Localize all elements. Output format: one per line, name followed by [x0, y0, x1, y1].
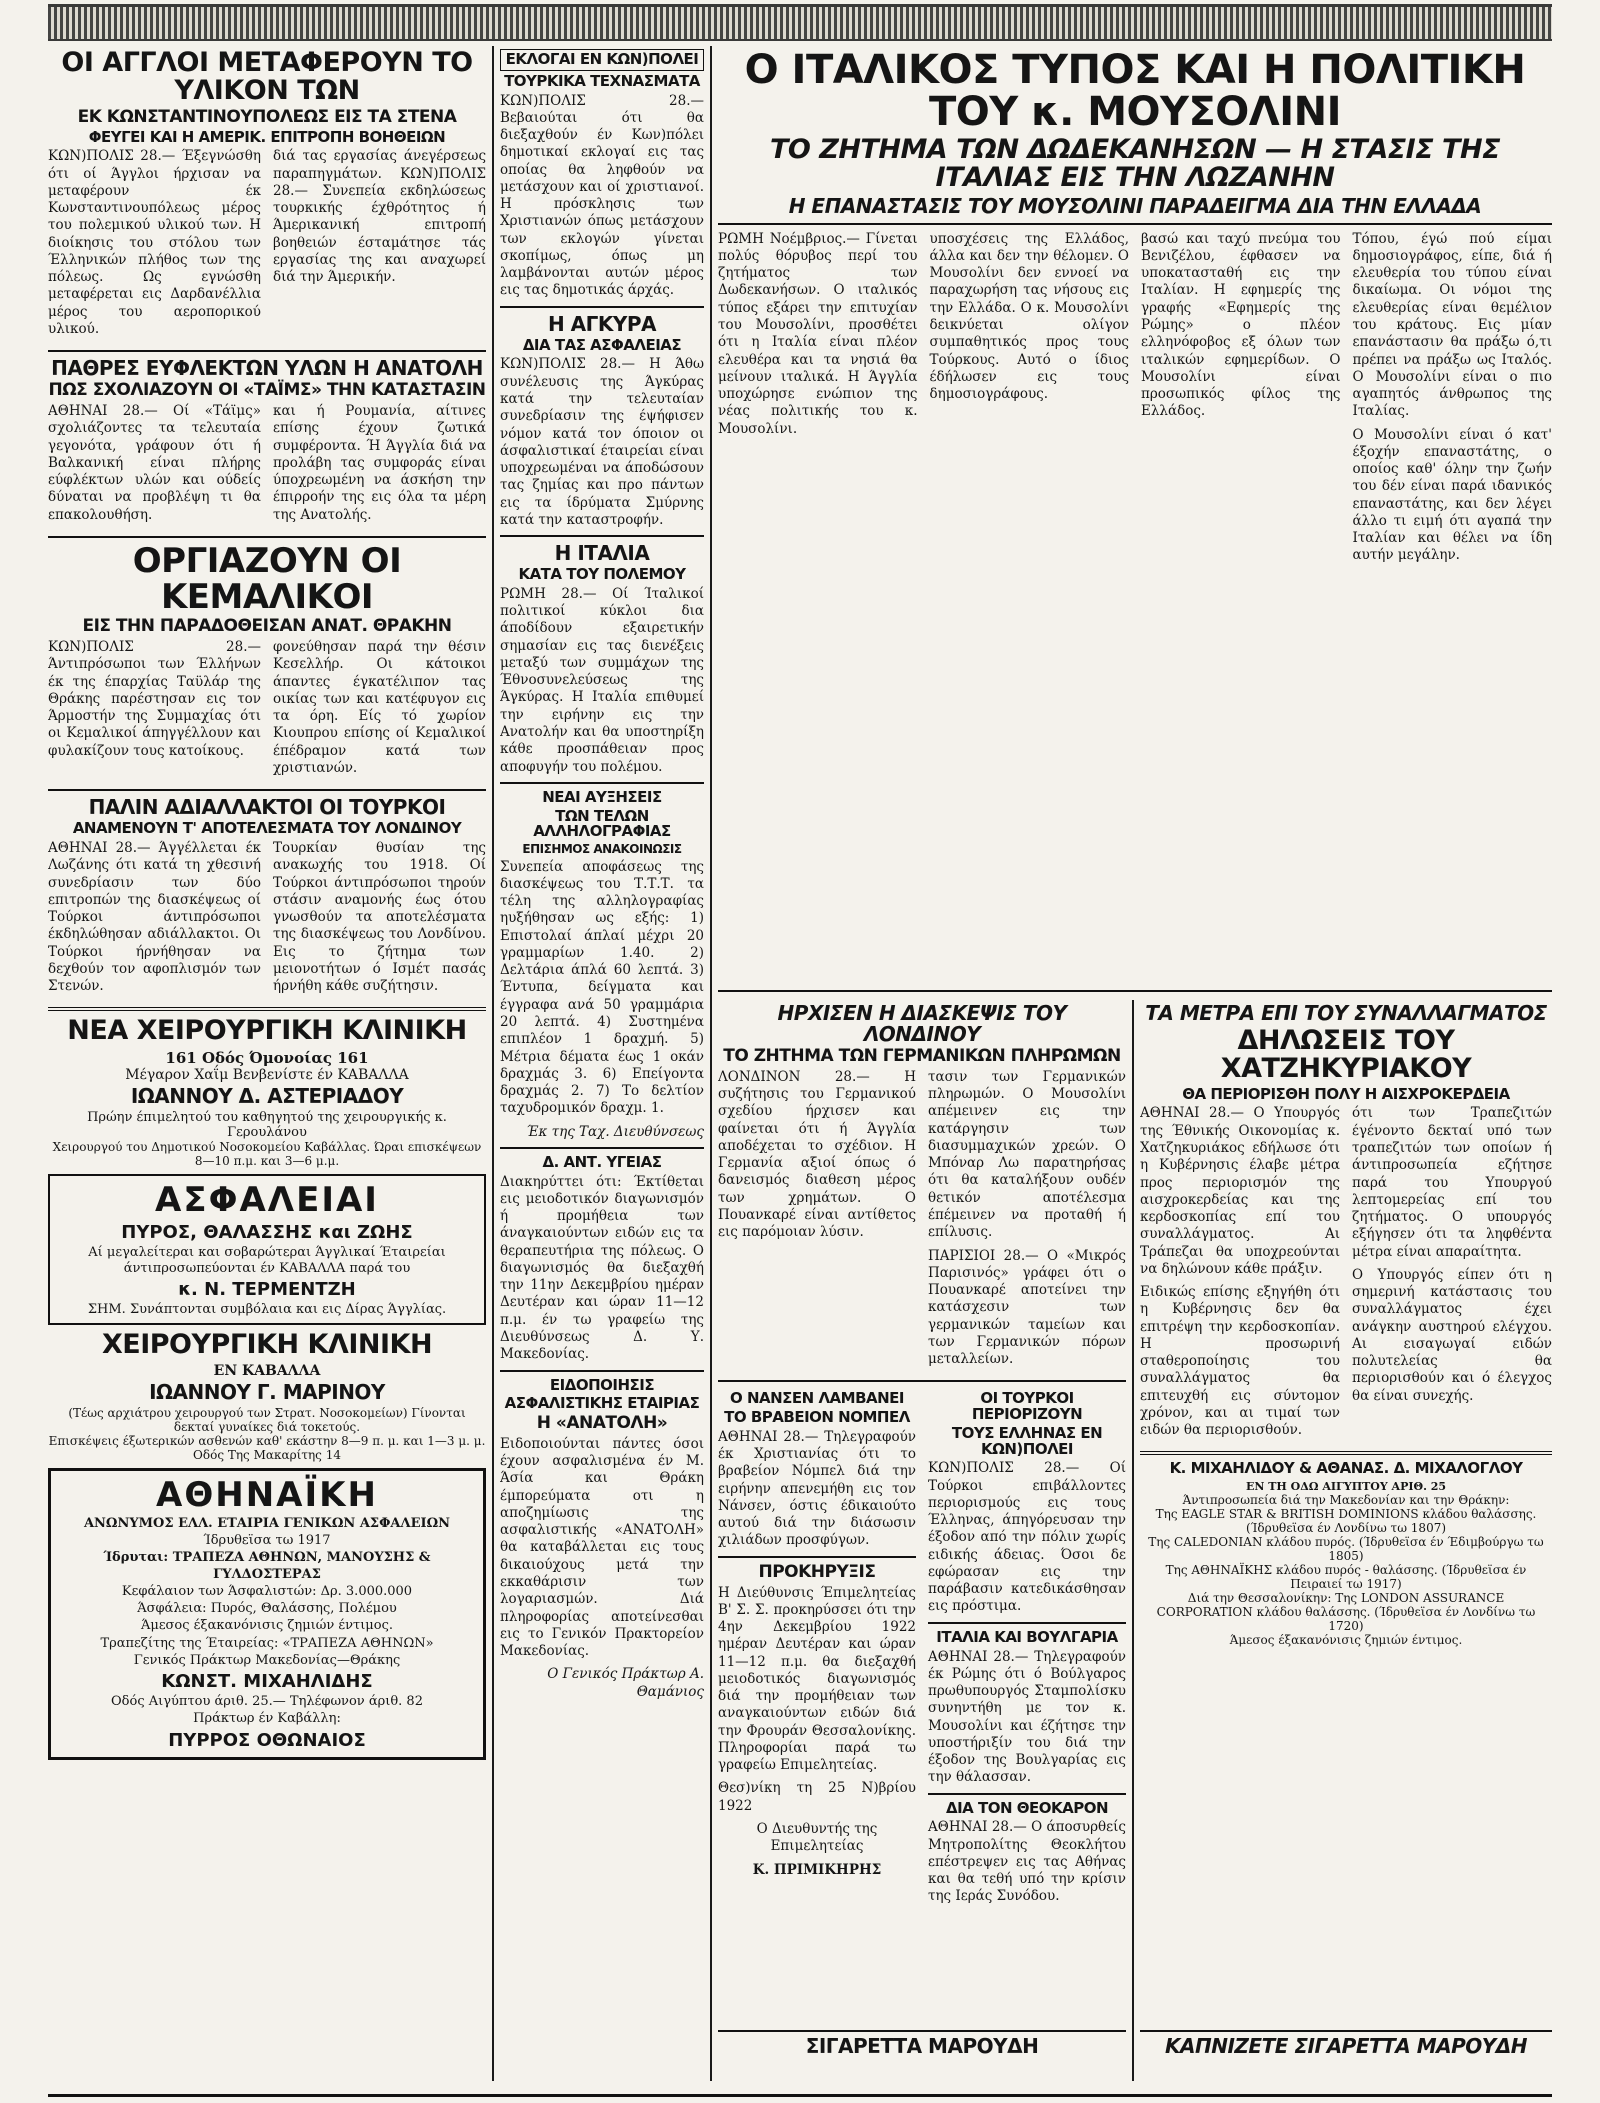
ad-clinic-asteriadou: ΝΕΑ ΧΕΙΡΟΥΡΓΙΚΗ ΚΛΙΝΙΚΗ 161 Οδός Όμονοίας 161 Μέγαρον Χαΐμ Βενβενίστε έν ΚΑΒΑΛΛΑ ΙΩΑΝΝΟΥ Δ. ΑΣΤΕΡΙΑΔΟΥ Πρώην έπιμελητού του καθηγητού της χειρουργικής κ. Γερουλάνου Χειρουργού του Δημοτικού Νοσοκομείου Καβάλλας. Ώραι επισκέψεων 8—10 π.μ. και 3—6 μ.μ.: [52, 1015, 482, 1168]
masthead-band: [48, 4, 1552, 41]
headline: ΟΙ ΑΓΓΛΟΙ ΜΕΤΑΦΕΡΟΥΝ ΤΟ ΥΛΙΚΟΝ ΤΩΝ: [61, 47, 473, 107]
subheadline: ΤΟ ΖΗΤΗΜΑ ΤΩΝ ΓΕΡΜΑΝΙΚΩΝ ΠΛΗΡΩΜΩΝ: [723, 1046, 1121, 1066]
headline: ΠΑΛΙΝ ΑΔΙΑΛΛΑΚΤΟΙ ΟΙ ΤΟΥΡΚΟΙ: [88, 795, 446, 820]
subheadline: ΔΙΑ ΤΑΣ ΑΣΦΑΛΕΙΑΣ: [522, 335, 682, 354]
article-date: Θεσ)νίκη τη 25 Ν)βρίου 1922: [718, 1780, 916, 1814]
subheadline: ΕΠΙΣΗΜΟΣ ΑΝΑΚΟΙΝΩΣΙΣ: [522, 842, 682, 857]
ad-footer: ΚΑΠΝΙΖΕΤΕ ΣΙΓΑΡΕΤΤΑ ΜΑΡΟΥΔΗ: [1140, 2030, 1552, 2057]
headline: Ο ΙΤΑΛΙΚΟΣ ΤΥΠΟΣ ΚΑΙ Η ΠΟΛΙΤΙΚΗ ΤΟΥ κ. ΜΟΥΣΟΛΙΝΙ: [744, 47, 1526, 135]
article-text: και ή Ρουμανία, αίτινες επίσης έχουν ζωτικά συμφέροντα. Ή Άγγλία διά να προλάβη τας συμφοράς είναι ύποχρεωμένη να άσκήση την έπιρροήν της εις όλα τα μέρη της Ανατολής.: [273, 403, 486, 523]
subheadline: ΕΙΣ ΤΗΝ ΠΑΡΑΔΟΘΕΙΣΑΝ ΑΝΑΤ. ΘΡΑΚΗΝ: [82, 616, 452, 637]
article-text: ότι των Τραπεζιτών έγένοντο δεκταί υπό των τραπεζιτών των οποίων ή άντιπροσωπεία εζήτησε παρά του Υπουργού λεπτομερείας επί του ζητήματος. Ο υπουργός εξήγησεν ότι τα ληφθέντα μέτρα είναι απαραίτητα.: [1352, 1105, 1552, 1260]
article-text: ΡΩΜΗ Νοέμβριος.— Γίνεται πολύς θόρυβος περί του ζητήματος των Δωδεκανήσων. Ο ιταλικός τύπος εξάρει την επιτυχίαν του Μουσολίνι, προσθέτει ότι η Ιταλία είναι πλέον ελευθέρα και τα νησιά θα μείνουν ιταλικά. Η Άγγλία υποχώρησε ενώπιον της νέας πολιτικής του κ. Μουσολίνι.: [718, 230, 918, 437]
article-text: ΑΘΗΝΑΙ 28.— Ο άποσυρθείς Μητροπολίτης Θεοκλήτου επέστρεψεν εις τας Αθήνας και θα τεθή υπό την κρίσιν της Ιεράς Συνόδου.: [928, 1819, 1126, 1905]
article-text: Ειδοποιούνται πάντες όσοι έχουν ασφαλισμένα έν Μ. Άσία και Θράκη έμπορεύματα οτι η αποζημίωσις της ασφαλιστικής «ΑΝΑΤΟΛΗ» θα καταβάλλεται εις τους δικαιούχους μετά την εκκαθάρισιν των λογαριασμών. Διά πληροφορίας αποτείνεσθαι εις το Γενικόν Πρακτορείον Μακεδονίας.: [500, 1435, 704, 1660]
subheadline: ΤΟΥΣ ΕΛΛΗΝΑΣ ΕΝ ΚΩΝ)ΠΟΛΕΙ: [951, 1423, 1103, 1458]
column-5: [1140, 1000, 1552, 2080]
subheadline: ΤΩΝ ΤΕΛΩΝ ΑΛΛΗΛΟΓΡΑΦΙΑΣ: [533, 806, 671, 841]
article-text: ΡΩΜΗ 28.— Οί Ίταλικοί πολιτικοί κύκλοι δια άποδίδουν εξαιρετικήν σημασίαν εις τας διενέξεις μεταξύ των συμμάχων της Έθνοσυνελεύσεως της Άγκύρας. Η Ιταλία επιθυμεί την ειρήνην εις την Ανατολήν και θα υποστηρίξη κάθε προσπάθειαν προς αποφυγήν του πολέμου.: [500, 585, 704, 775]
ad-insurance-termentzi: ΑΣΦΑΛΕΙΑΙ ΠΥΡΟΣ, ΘΑΛΑΣΣΗΣ και ΖΩΗΣ Αί μεγαλείτεραι και σοβαρώτεραι Άγγλικαί Έταιρείαι άντιπροσωπεύονται έν ΚΑΒΑΛΛΑ παρά του κ. Ν. ΤΕΡΜΕΝΤΖΗ ΣΗΜ. Συνάπτονται συμβόλαια και εις Δίρας Άγγλίας.: [48, 1174, 486, 1326]
column-1: [48, 46, 486, 1766]
headline: ΝΕΑΙ ΑΥΞΗΣΕΙΣ: [542, 787, 662, 806]
headline: ΕΚΛΟΓΑΙ ΕΝ ΚΩΝ)ΠΟΛΕΙ: [500, 49, 704, 71]
headline: ΟΙ ΤΟΥΡΚΟΙ ΠΕΡΙΟΡΙΖΟΥΝ: [971, 1389, 1083, 1424]
subheadline: ΤΟΥΡΚΙΚΑ ΤΕΧΝΑΣΜΑΤΑ: [504, 71, 700, 90]
headline: ΟΡΓΙΑΖΟΥΝ ΟΙ ΚΕΜΑΛΙΚΟΙ: [132, 540, 402, 617]
article-text: ΑΘΗΝΑΙ 28.— Τηλεγραφούν έκ Χριστιανίας ότι το βραβείον Νόμπελ διά την ειρήνην απενεμήθη εις τον Νάνσεν, όστις έδικαιούτο αυτού διά την διάσωσιν χιλιάδων προσφύγων.: [718, 1428, 916, 1549]
article-text: διά τας εργασίας άνεγέρσεως παραπηγμάτων. ΚΩΝ)ΠΟΛΙΣ 28.— Συνεπεία εκδηλώσεως τουρκικής έχθρότητος ή Άμερικανική επιτροπή βοηθειών έσταμάτησε τάς εργασίας της και αναχωρεί διά την Άμερικήν.: [273, 148, 486, 286]
subheadline: ΤΟ ΖΗΤΗΜΑ ΤΩΝ ΔΩΔΕΚΑΝΗΣΩΝ — Η ΣΤΑΣΙΣ ΤΗΣ ΙΤΑΛΙΑΣ ΕΙΣ ΤΗΝ ΛΩΖΑΝΗΝ: [769, 134, 1501, 194]
signature: Κ. ΠΡΙΜΙΚΗΡΗΣ: [752, 1861, 882, 1878]
headline: ΗΡΧΙΣΕΝ Η ΔΙΑΣΚΕΨΙΣ ΤΟΥ ΛΟΝΔΙΝΟΥ: [777, 1001, 1067, 1046]
article-text: ΚΩΝ)ΠΟΛΙΣ 28.— Έξεγνώσθη ότι οί Άγγλοι ήρχισαν να μεταφέρουν έκ Κωνσταντινουπόλεως μέρος του πολεμικού υλικού των. Η διοίκησις του στόλου των Έλληνικών πλήθος των της πόλεως. Ως εγνώσθη μεταφέρεται εις Δαρδανέλλια μέρος του αεροπορικού υλικού.: [48, 148, 261, 337]
headline: ΠΡΟΚΗΡΥΞΙΣ: [758, 1561, 876, 1582]
subheadline: ΘΑ ΠΕΡΙΟΡΙΣΘΗ ΠΟΛΥ Η ΑΙΣΧΡΟΚΕΡΔΕΙΑ: [1182, 1084, 1510, 1103]
article-text: Ο Υπουργός είπεν ότι η σημερινή κατάστασις του συναλλάγματος έχει ανάγκην αυστηρού ελέγχου. Αι εισαγωγαί ειδών πολυτελείας θα περιορισθούν και ό έλεγχος θα είναι συνεχής.: [1352, 1266, 1552, 1404]
subheadline: ΕΚ ΚΩΝΣΤΑΝΤΙΝΟΥΠΟΛΕΩΣ ΕΙΣ ΤΑ ΣΤΕΝΑ: [77, 106, 457, 127]
headline: Δ. ΑΝΤ. ΥΓΕΙΑΣ: [542, 1152, 662, 1171]
article-text: ΑΘΗΝΑΙ 28.— Άγγέλλεται έκ Λωζάνης ότι κατά τη χθεσινή συνεδρίασιν των δύο επιτροπών της διασκέψεως οί Τούρκοι άντιπρόσωποι έκδηλώθησαν αδιάλλακτοι. Οι Τούρκοι ήρνήθησαν να δεχθούν τον αφοπλισμόν των Στενών.: [48, 840, 261, 995]
headline: Η ΙΤΑΛΙΑ: [554, 541, 650, 566]
headline: ΔΙΑ ΤΟΝ ΘΕΟΚΑΡΟΝ: [945, 1798, 1109, 1817]
headline: ΤΑ ΜΕΤΡΑ ΕΠΙ ΤΟΥ ΣΥΝΑΛΛΑΓΜΑΤΟΣ: [1145, 1001, 1547, 1025]
headline: ΙΤΑΛΙΑ ΚΑΙ ΒΟΥΛΓΑΡΙΑ: [936, 1627, 1118, 1646]
article-text: υποσχέσεις της Ελλάδος, άλλα και δεν την θέλομεν. Ο Μουσολίνι δεν εννοεί να παραχωρήση τας νήσους εις την Ελλάδα. Ο κ. Μουσολίνι δεικνύεται ολίγον συμπαθητικός προς τους Τούρκους. Αυτό ο ίδιος έδήλωσεν εις τους δημοσιογράφους.: [929, 230, 1129, 403]
article-text: ΑΘΗΝΑΙ 28.— Ο Υπουργός της Έθνικής Οικονομίας κ. Χατζηκυριάκος εδήλωσε ότι η Κυβέρνησις έλαβε μέτρα προς περιορισμόν της αισχροκερδείας και της κερδοσκοπίας επί του συναλλάγματος. Αι Τράπεζαι θα υποχρεούνται να δηλώνουν κάθε πράξιν.: [1140, 1105, 1340, 1277]
article-text: Διακηρύττει ότι: Έκτίθεται εις μειοδοτικόν διαγωνισμόν ή προμήθεια των άναγκαιούντων ειδών εις τα θεραπευτήρια της πόλεως. Ο διαγωνισμός θα διεξαχθή την 11ην Δεκεμβρίου ημέραν Δευτέραν και ώραν 11—12 π.μ. έν τω γραφείω της Διευθύνσεως Δ. Υ. Μακεδονίας.: [500, 1173, 704, 1363]
headline: Ο ΝΑΝΣΕΝ ΛΑΜΒΑΝΕΙ: [729, 1389, 905, 1408]
column-4: [718, 1000, 1126, 2080]
article-text: Ειδικώς επίσης εξηγήθη ότι η Κυβέρνησις δεν θα επιτρέψη την κερδοσκοπίαν. Η προσωρινή σταθεροποίησις του συναλλάγματος θα επιτευχθή εις σύντομον χρόνον, και αι τιμαί των ειδών θα περιορισθούν.: [1140, 1284, 1340, 1439]
ad-michailidou: Κ. ΜΙΧΑΗΛΙΔΟΥ & ΑΘΑΝΑΣ. Δ. ΜΙΧΑΛΟΓΛΟΥ ΕΝ ΤΗ ΟΔΩ ΑΙΓΥΠΤΟΥ ΑΡΙΘ. 25 Άντιπροσωπεία διά την Μακεδονίαν και την Θράκην: Της EAGLE STAR & BRITISH DOMINIONS κλάδου θαλάσσης. (Ίδρυθεϊσα έν Λονδίνω τω 1807) Της CALEDONIAN κλάδου πυρός. (Ίδρυθεϊσα έν Έδιμβούργω τω 1805) Της ΑΘΗΝΑΪΚΗΣ κλάδου πυρός - θαλάσσης. (Ίδρυθεϊσα έν Πειραιεί τω 1917) Διά την Θεσσαλονίκην: Της LONDON ASSURANCE CORPORATION κλάδου θαλάσσης. (Ίδρυθεϊσα έν Λονδίνω τω 1720) Άμεσος έξακανόνισις ζημιών έντιμος.: [1148, 1459, 1544, 1648]
article-text: τασιν των Γερμανικών πληρωμών. Ο Μουσολίνι απέμεινεν εις την κατάργησιν των διασυμμαχικών χρεών. Ο Μπόναρ Λω παρατηρήσας ότι θα καταλήξουν ουδέν θετικόν αποτέλεσμα έπέμεινεν να προταθή ή επίλυσις.: [928, 1068, 1126, 1241]
article-text: ΑΘΗΝΑΙ 28.— Οί «Τάϊμς» σχολιάζοντες τα τελευταία γεγονότα, γράφουν ότι ή Βαλκανική είναι πλήρης εύφλέκτων υλών και ούδείς δύναται να προβλέψη τι θα επακολουθήση.: [48, 403, 261, 523]
subheadline: Η ΕΠΑΝΑΣΤΑΣΙΣ ΤΟΥ ΜΟΥΣΟΛΙΝΙ ΠΑΡΑΔΕΙΓΜΑ ΔΙΑ ΤΗΝ ΕΛΛΑΔΑ: [788, 193, 1482, 218]
article-text: βασώ και ταχύ πνεύμα του Βενιζέλου, έφθασεν να υποκατασταθή εις την Ιταλίαν. Η εφημερίς της γραφής «Εφημερίς της Ρώμης» ο πλέον ελληνόφοβος εξ όλων των ιταλικών εφημερίδων. Ο Μουσολίνι είναι προσωπικός φίλος της Ελλάδος.: [1141, 230, 1341, 420]
subheadline: ΑΣΦΑΛΙΣΤΙΚΗΣ ΕΤΑΙΡΙΑΣ: [504, 1394, 700, 1413]
headline: ΠΑΘΡΕΣ ΕΥΦΛΕΚΤΩΝ ΥΛΩΝ Η ΑΝΑΤΟΛΗ: [51, 356, 483, 381]
subheadline: ΑΝΑΜΕΝΟΥΝ Τ' ΑΠΟΤΕΛΕΣΜΑΤΑ ΤΟΥ ΛΟΝΔΙΝΟΥ: [72, 819, 462, 838]
headline: Η ΑΓΚΥΡΑ: [547, 311, 657, 336]
article-text: φονεύθησαν παρά την θέσιν Κεσελλήρ. Οι κάτοικοι άπαντες έγκατέλιπον τας οικίας των και κατέφυγον εις τα όρη. Είς τό χωρίον Κιουπρου επίσης οί Κεμαλικοί έπέδραμον κατά των χριστιανών.: [273, 639, 486, 776]
article-text: ΚΩΝ)ΠΟΛΙΣ 28.— Οί Τούρκοι επιβάλλοντες περιορισμούς εις τους Έλληνας, άπηγόρευσαν την έξοδον από την πόλιν χωρίς ειδικής άδειας. Όσοι δε εφώρασαν εις την παράβασιν κατεδικάσθησαν εις πρόστιμα.: [928, 1460, 1126, 1615]
newspaper-page: [40, 0, 1560, 2103]
article-text: ΑΘΗΝΑΙ 28.— Τηλεγραφούν έκ Ρώμης ότι ό Βούλγαρος πρωθυπουργός Σταμπολίσκυ συνηντήθη με τον κ. Μουσολίνι και έζήτησε την υποστήριξίν του διά την έξοδον της Βουλγαρίας εις την θάλασσαν.: [928, 1648, 1126, 1786]
article-text: Ο Μουσολίνι είναι ό κατ' έξοχήν επαναστάτης, ο οποίος καθ' όλην την ζωήν του δέν είναι παρά ιδανικός επαναστάτης, και δεν λέγει άλλο τι ειμή ότι αγαπά την Ιταλίαν και θέλει να ίδη αυτήν μεγάλην.: [1352, 426, 1552, 564]
subheadline: Η «ΑΝΑΤΟΛΗ»: [536, 1413, 668, 1434]
subheadline: ΔΗΛΩΣΕΙΣ ΤΟΥ ΧΑΤΖΗΚΥΡΙΑΚΟΥ: [1220, 1025, 1472, 1085]
article-text: Η Διεύθυνσις Έπιμελητείας Β' Σ. Σ. προκηρύσσει ότι την 4ην Δεκεμβρίου 1922 ημέραν Δευτέραν και ώραν 11—12 π.μ. θα διεξαχθή μειοδοτικός διαγωνισμός διά την προμήθειαν των αναγκαιούντων ειδών διά την Φρουράν Θεσσαλονίκης. Πληροφορίαι παρά τω γραφείω Επιμελητείας.: [718, 1584, 916, 1774]
column-3-italy: [718, 46, 1552, 986]
article-text: ΠΑΡΙΣΙΟΙ 28.— Ο «Μικρός Παρισινός» γράφει ότι ο Πουανκαρέ αποτείνει την κατάσχεσιν των γερμανικών ταμείων και των Γερμανικών πόρων μεταλλείων.: [928, 1247, 1126, 1368]
article-text: Τουρκίαν θυσίαν της ανακωχής του 1918. Οί Τούρκοι άντιπρόσωποι τηρούν στάσιν αναμονής έως ότου γνωσθούν τα αποτελέσματα της διασκέψεως του Λονδίνου. Εις το ζήτημα των μειονοτήτων ό Ισμέτ πασάς ήρνήθη κάθε συζήτησιν.: [273, 840, 486, 995]
signature: Έκ της Ταχ. Διευθύνσεως: [526, 1123, 704, 1140]
column-2: [500, 46, 704, 1707]
subheadline: ΤΟ ΒΡΑΒΕΙΟΝ ΝΟΜΠΕΛ: [724, 1408, 910, 1427]
signature: Ο Διευθυντής της Επιμελητείας: [756, 1821, 878, 1855]
subheadline: ΚΑΤΑ ΤΟΥ ΠΟΛΕΜΟΥ: [518, 565, 686, 584]
ad-footer: ΣΙΓΑΡΕΤΤΑ ΜΑΡΟΥΔΗ: [718, 2030, 1126, 2057]
subheadline: ΠΩΣ ΣΧΟΛΙΑΖΟΥΝ ΟΙ «ΤΑΪΜΣ» ΤΗΝ ΚΑΤΑΣΤΑΣΙΝ: [48, 380, 486, 401]
headline: ΕΙΔΟΠΟΙΗΣΙΣ: [549, 1375, 655, 1394]
article-text: Συνεπεία αποφάσεως της διασκέψεως του Τ.Τ.Τ. τα τέλη της αλληλογραφίας ηυξήθησαν ως εξής: 1) Επιστολαί άπλαί μέχρι 20 γραμμαρίων 1.40. 2) Δελτάρια άπλά 60 λεπτά. 3) Έντυπα, δείγματα και έγγραφα ανά 50 γραμμάρια 20 λεπτά. 4) Συστημένα επιπλέον 1 δραχμή. 5) Μέτρια δέματα έως 1 οκάν δραχμάς 3. 6) Επείγοντα δραχμάς 2. 7) Το δελτίον ταχυδρομικόν δραχμ. 1.: [500, 858, 704, 1117]
article-text: ΛΟΝΔΙΝΟΝ 28.— Η συζήτησις του Γερμανικού σχεδίου ήρχισεν και φαίνεται ότι ή Άγγλία αποδέχεται το σχέδιον. Η Γερμανία αξιοί όπως ό δανεισμός διαθεση μέρος των χρημάτων. Ο Πουανκαρέ είναι αντίθετος εις παρόμοιαν λύσιν.: [718, 1068, 916, 1241]
article-text: ΚΩΝ)ΠΟΛΙΣ 28.— Η Άθω συνέλευσις της Άγκύρας κατά την τελευταίαν συνεδρίασιν της έψήφισεν νόμον κατά τον όποιον οι άσφαλιστικαί έταιρείαι είναι υποχρεωμέναι να άποδώσουν τας ζημίας και προ πάντων εις τα ίδρύματα Σμύρνης κατά την καταστροφήν.: [500, 356, 704, 528]
signature: Ο Γενικός Πράκτωρ Α. Θαμάνιος: [547, 1666, 704, 1700]
article-text: ΚΩΝ)ΠΟΛΙΣ 28.— Βεβαιούται ότι θα διεξαχθούν έν Κων)πόλει δημοτικαί εκλογαί εις τας οποίας θα ληφθούν να μετάσχουν και οί χριστιανοί. Η πρόσκλησις των Χριστιανών όπως μετάσχουν των εκλογών γίνεται σκοπίμως, όπως μη λαμβάνονται αυτών μέρος εις τας δημοτικάς άρχάς.: [500, 92, 704, 299]
subheadline: ΦΕΥΓΕΙ ΚΑΙ Η ΑΜΕΡΙΚ. ΕΠΙΤΡΟΠΗ ΒΟΗΘΕΙΩΝ: [88, 127, 446, 146]
ad-clinic-marinou: ΧΕΙΡΟΥΡΓΙΚΗ ΚΛΙΝΙΚΗ ΕΝ ΚΑΒΑΛΛΑ ΙΩΑΝΝΟΥ Γ. ΜΑΡΙΝΟΥ (Τέως αρχιάτρου χειρουργού των Στρατ. Νοσοκομείων) Γίνονται δεκταί γυναίκες διά τοκετούς. Επισκέψεις έξωτερικών ασθενών καθ' εκάστην 8—9 π. μ. και 1—3 μ. μ. Οδός Της Μακαρίτης 14: [48, 1329, 486, 1462]
article-text: Τόπου, έγώ πού είμαι δημοσιογράφος, είπε, διά ή ελευθερία του τύπου είναι δικαίωμα. Οι νόμοι της ελευθερίας είναι θεμέλιον του κράτους. Εις μίαν επανάστασιν θα πράξω ό,τι πρέπει να πράξω ως Ιταλός. Ο Μουσολίνι είναι ο πιο αγαπητός άνθρωπος της Ιταλίας.: [1352, 230, 1552, 420]
article-text: ΚΩΝ)ΠΟΛΙΣ 28.— Άντιπρόσωποι των Έλλήνων έκ της έπαρχίας Ταϋλάρ της Θράκης παρέστησαν εις τον Άρμοστήν της Συμμαχίας ότι οι Κεμαλικοί άπηγγέλλουν και φυλακίζουν τους κατοίκους.: [48, 639, 261, 759]
ad-athinaiki-insurance: ΑΘΗΝΑΪΚΗ ΑΝΩΝΥΜΟΣ ΕΛΛ. ΕΤΑΙΡΙΑ ΓΕΝΙΚΩΝ ΑΣΦΑΛΕΙΩΝ Ίδρυθεϊσα τω 1917 Ίδρυται: ΤΡΑΠΕΖΑ ΑΘΗΝΩΝ, ΜΑΝΟΥΣΗΣ & ΓΥΛΔΟΣΤΕΡΑΣ Κεφάλαιον των Άσφαλιστών: Δρ. 3.000.000 Άσφάλεια: Πυρός, Θαλάσσης, Πολέμου Άμεσος έξακανόνισις ζημιών έντιμος. Τραπεζίτης της Έταιρείας: «ΤΡΑΠΕΖΑ ΑΘΗΝΩΝ» Γενικός Πράκτωρ Μακεδονίας—Θράκης ΚΩΝΣΤ. ΜΙΧΑΗΛΙΔΗΣ Οδός Αιγύπτου άριθ. 25.— Τηλέφωνον άριθ. 82 Πράκτωρ έν Καβάλλη: ΠΥΡΡΟΣ ΟΘΩΝΑΙΟΣ: [48, 1468, 486, 1760]
